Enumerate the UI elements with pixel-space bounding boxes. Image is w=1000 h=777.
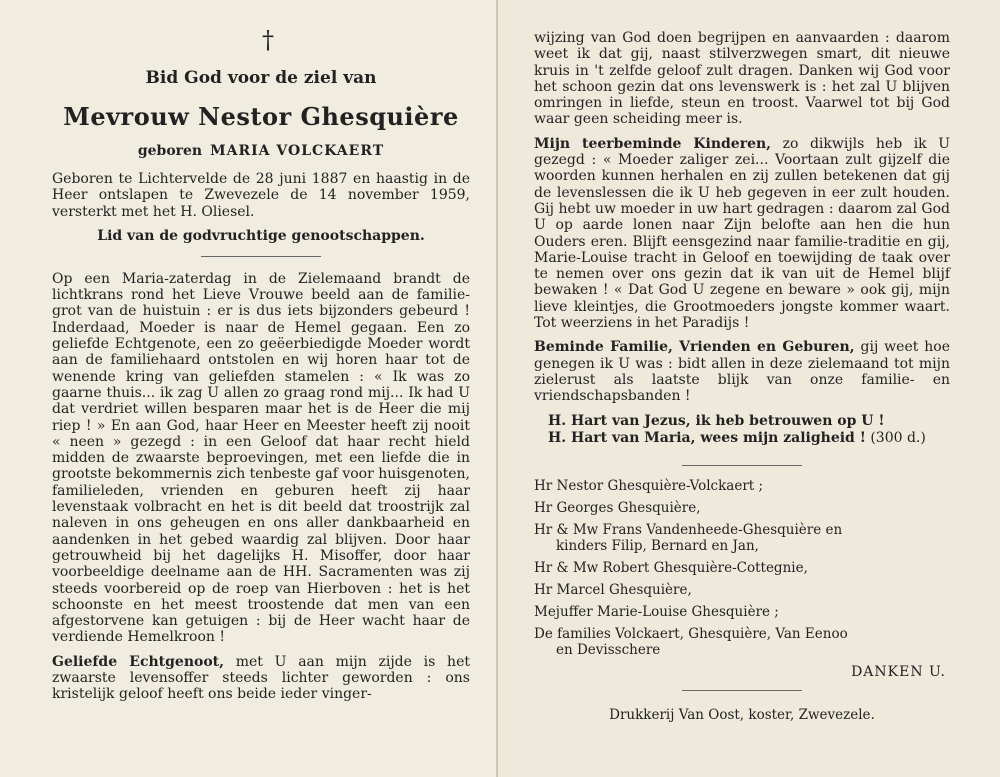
right-page xyxy=(498,0,1000,777)
spouse-text: met U aan mijn zijde is het zwaarste levensoffer steeds lichter geworden : ons kristelijk geloof heeft ons beide ieder vinger- xyxy=(52,653,470,703)
children-text: zo dikwijls heb ik U gezegd : « Moeder zaliger zei... Voortaan zult gijzelf die woorden kunnen herhalen en zij zullen betekenen dat gij de levenslessen die ik U heb gegeven in eer zult houden. Gij hebt uw moeder in uw hart gedragen : daarom zal God U op aarde lonen naar Zijn belofte aan hen die hun Ouders eren. Blijft eensgezind naar familie-traditie en gij, Marie-Louise tracht in Geloof en toewijding de taak over te nemen over ons gezin dat ik van uit de Hemel blijf bewaken ! « Dat God U zegene en beware » ook gij, mijn lieve kleintjes, die Grootmoeders jongste kommer waart. Tot weerziens in het Paradijs ! xyxy=(534,135,950,332)
prayer-maria xyxy=(534,430,950,447)
spouse-paragraph-continued: wijzing van God doen begrijpen en aanvaarden : daarom weet ik dat gij, naast stilverzwegen smart, dit nieuwe kruis in 't zelfde geloof zult dragen. Danken wij God voor het schoon gezin dat ons levenswerk is : het zal U blijven omringen in liefde, steun en troost. Vaarwel tot bij God waar geen scheiding meer is. xyxy=(534,30,950,128)
signatory: De families Volckaert, Ghesquière, Van Eenoo xyxy=(534,625,848,642)
signatory: Hr Marcel Ghesquière, xyxy=(534,581,692,598)
spouse-lead: Geliefde Echtgenoot, xyxy=(52,653,225,670)
prayer-maria-text: H. Hart van Maria, wees mijn zaligheid ! xyxy=(548,429,866,446)
divider xyxy=(682,465,802,466)
printer-credit: Drukkerij Van Oost, koster, Zwevezele. xyxy=(609,706,875,723)
thanks-text: DANKEN U. xyxy=(851,663,946,680)
signatory: Hr & Mw Frans Vandenheede-Ghesquière en xyxy=(534,521,843,538)
divider xyxy=(682,690,802,691)
signatory: kinders Filip, Bernard en Jan, xyxy=(556,537,759,554)
signatory: Hr & Mw Robert Ghesquière-Cottegnie, xyxy=(534,559,808,576)
born-label: geboren xyxy=(137,143,203,159)
children-paragraph xyxy=(534,136,950,332)
prayer-jesus: H. Hart van Jezus, ik heb betrouwen op U ! xyxy=(548,412,885,429)
membership-text: Lid van de godvruchtige genootschappen. xyxy=(97,227,425,244)
divider xyxy=(201,256,321,257)
maiden-name-line xyxy=(52,143,470,159)
maiden-name: MARIA VOLCKAERT xyxy=(210,143,385,159)
family-text: gij weet hoe genegen ik U was : bidt allen in deze zielemaand tot mijn zielerust als laatste blijk van onze familie- en vriendschapsbanden ! xyxy=(534,339,950,405)
left-page xyxy=(0,0,498,777)
main-paragraph: Op een Maria-zaterdag in de Zielemaand brandt de lichtkrans rond het Lieve Vrouwe beeld aan de familie-grot van de huistuin : er is dus iets bijzonders gebeurd ! Inderdaad, Moeder is naar de Hemel gegaan. Een zo geliefde Echtgenote, een zo geëerbiedigde Moeder wordt aan de familiehaard ontstolen en wij horen haar tot de wenende kring van geliefden stamelen : « Ik was zo gaarne thuis... ik zag U allen zo graag rond mij... Ik had U dat verdriet willen besparen maar het is de Heer die mij riep ! » En aan God, haar Heer en Meester heeft zij nooit « neen » gezegd : in een Geloof dat haar recht hield midden de zwaarste beproevingen, met een liefde die in grootste bekommernis zich tenbeste gaf voor huisgenoten, familieleden, vrienden en geburen heeft zij haar levenstaak volbracht en het is dit beeld dat troostrijk zal naleven in ons geheugen en ons aller dankbaarheid en aandenken in het gebed waardig zal blijven. Door haar getrouwheid bij het dagelijks H. Misoffer, door haar voorbeeldige deelname aan de HH. Sacramenten was zij steeds voorbereid op de roep van Hierboven : het is het schoonste en het meest troostende dat men van een afgestorvene kan getuigen : bij de Heer wacht haar de verdiende Hemelkroon ! xyxy=(52,270,470,646)
prayer-heading: Bid God voor de ziel van xyxy=(145,68,377,88)
indulgence-note: (300 d.) xyxy=(865,429,926,446)
spouse-paragraph xyxy=(52,654,470,703)
signatory: en Devisschere xyxy=(556,641,661,658)
birth-death-text: Geboren te Lichtervelde de 28 juni 1887 en haastig in de Heer ontslapen te Zwevezele de 14 november 1959, versterkt met het H. Oliesel. xyxy=(52,171,470,220)
signatory: Hr Nestor Ghesquière-Volckaert ; xyxy=(534,477,764,494)
family-lead: Beminde Familie, Vrienden en Geburen, xyxy=(534,339,855,356)
cross-icon: † xyxy=(262,26,274,54)
deceased-name: Mevrouw Nestor Ghesquière xyxy=(63,102,459,131)
children-lead: Mijn teerbeminde Kinderen, xyxy=(534,135,772,152)
signatory: Hr Georges Ghesquière, xyxy=(534,499,701,516)
signatory: Mejuffer Marie-Louise Ghesquière ; xyxy=(534,603,779,620)
signatories xyxy=(534,478,950,658)
family-paragraph xyxy=(534,339,950,404)
